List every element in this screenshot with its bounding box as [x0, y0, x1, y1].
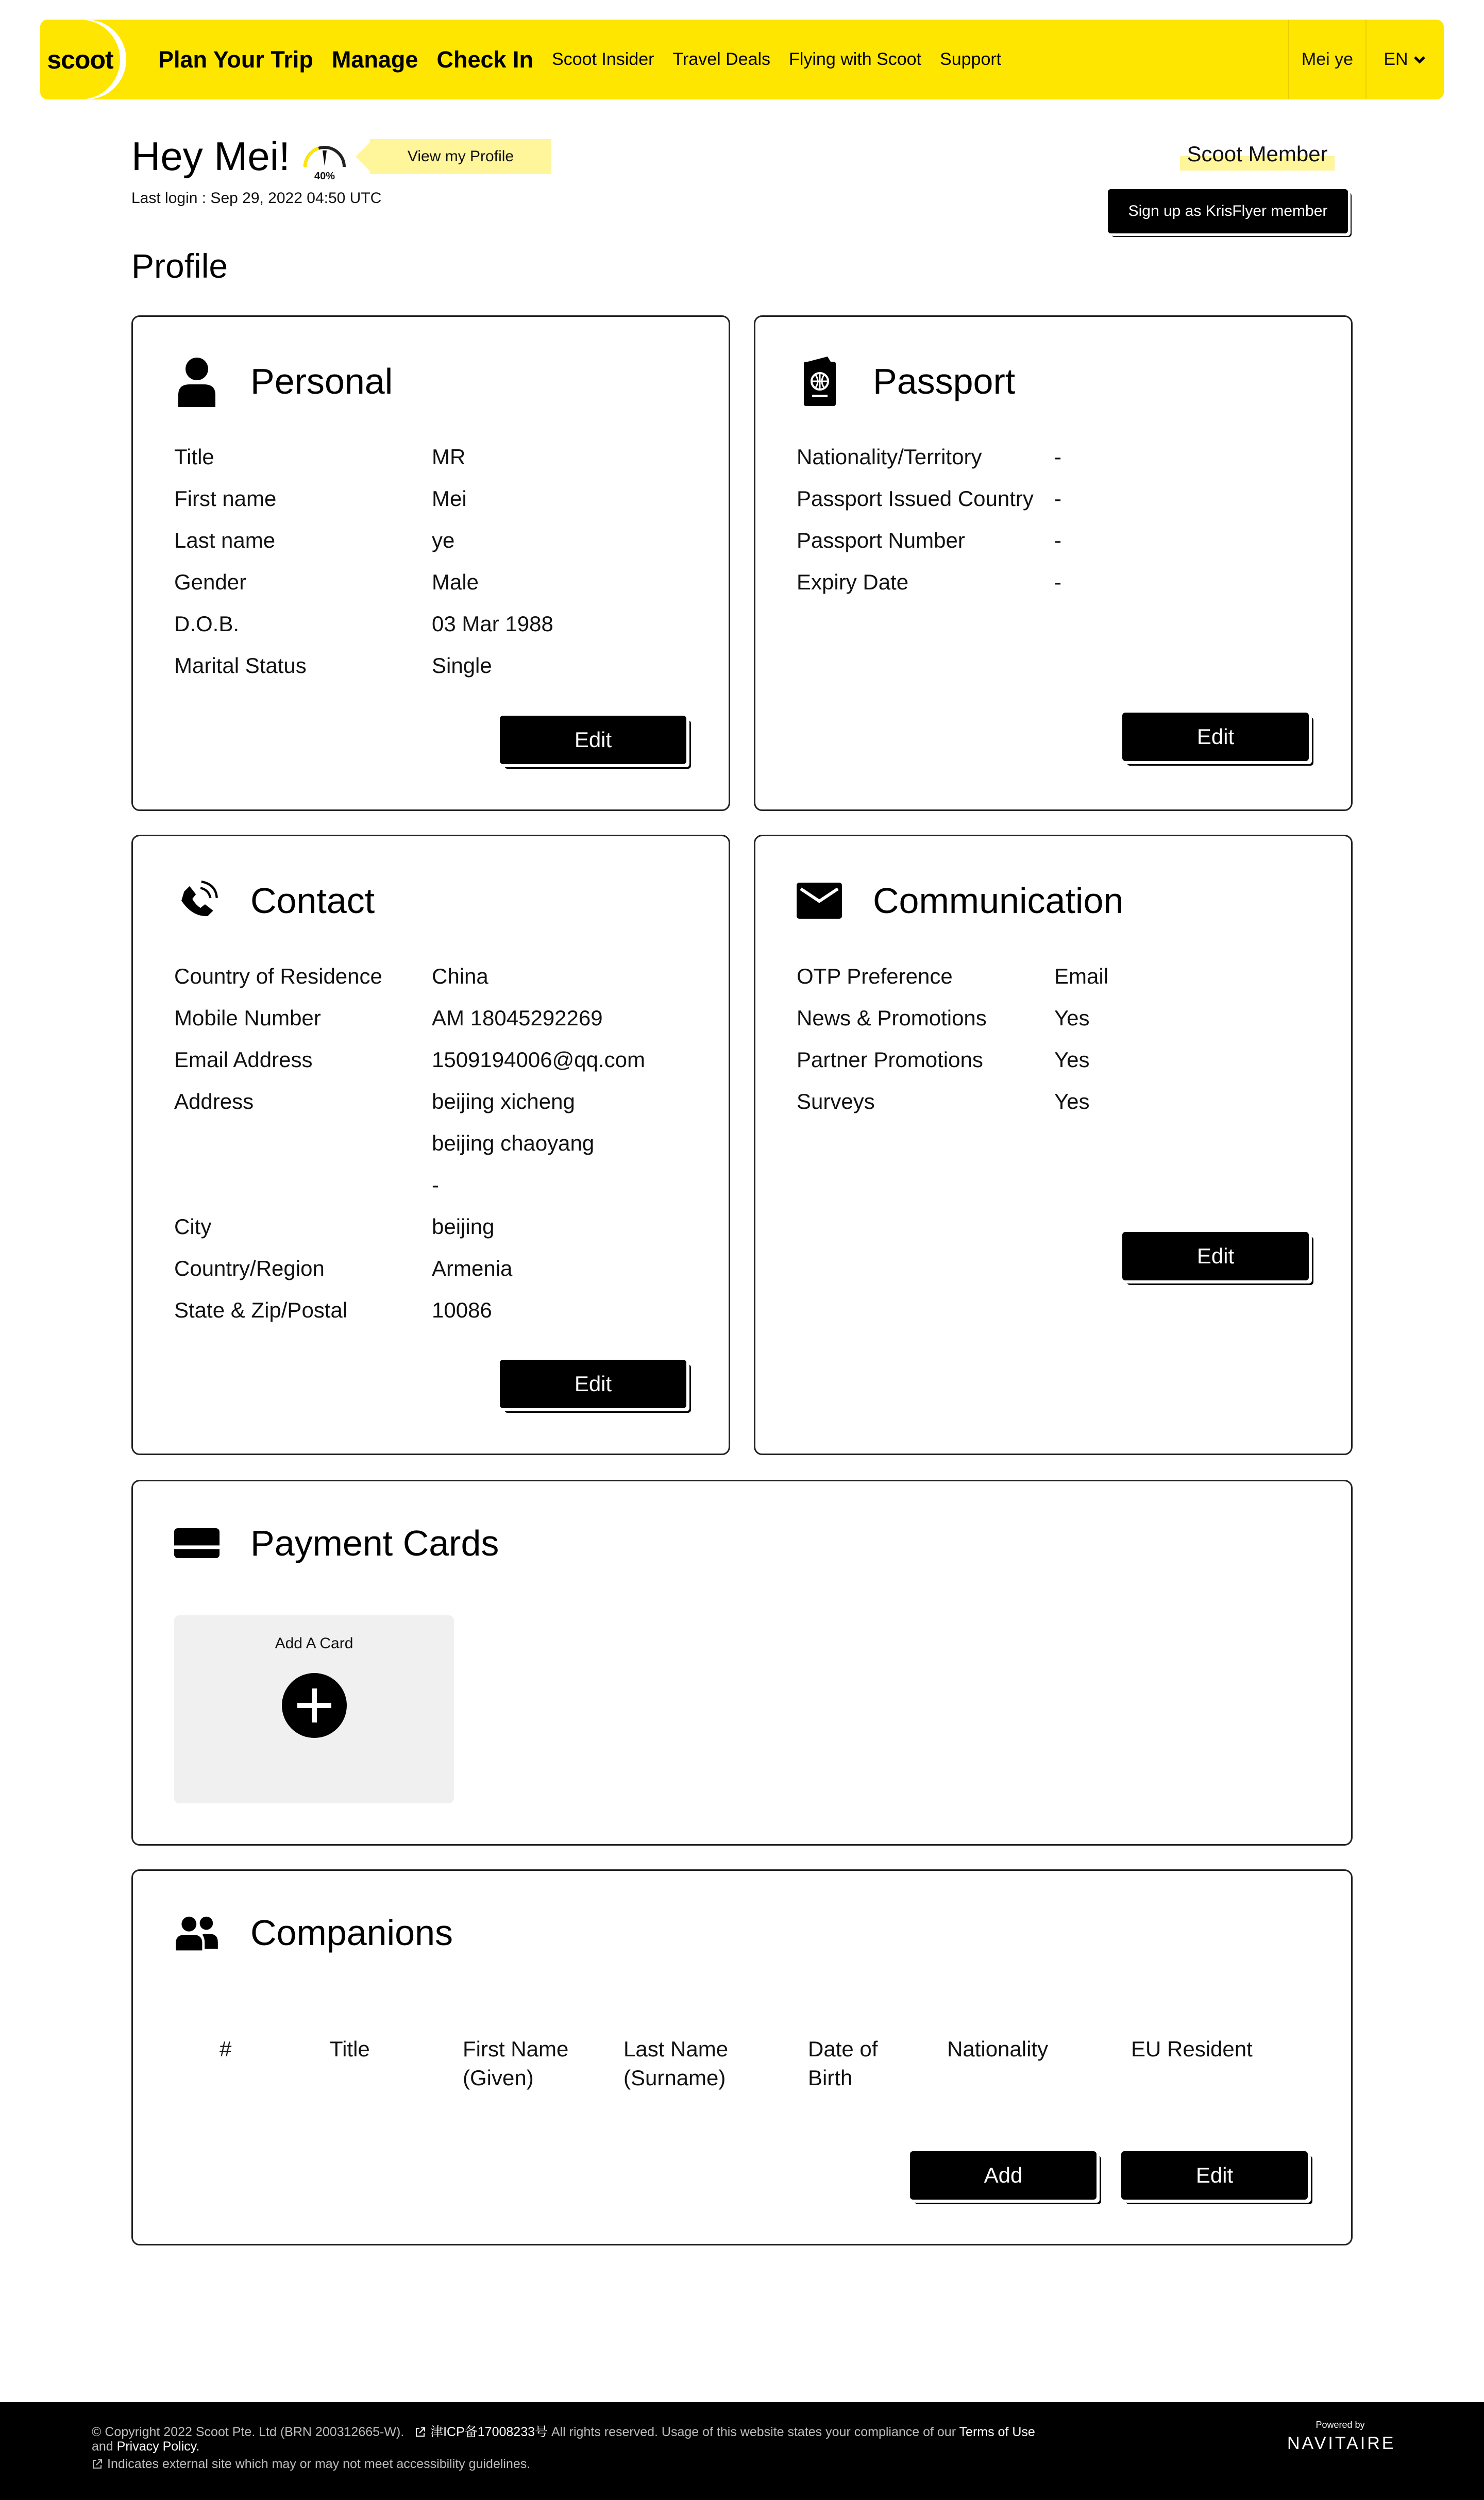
contact-title: Contact — [250, 881, 375, 921]
detail-row — [797, 1006, 1108, 1048]
nav-links — [158, 20, 1001, 99]
communication-edit-button[interactable]: Edit — [1122, 1232, 1309, 1280]
detail-value: Yes — [1054, 1006, 1090, 1030]
profile-percent: 40% — [314, 171, 335, 181]
credit-card-icon — [174, 1517, 220, 1569]
detail-label: Marital Status — [174, 653, 307, 678]
scoot-logo[interactable]: scoot — [40, 20, 120, 99]
personal-edit-button[interactable]: Edit — [500, 716, 686, 764]
detail-value: ye — [432, 528, 455, 552]
and-text: and — [92, 2439, 113, 2454]
page-title: Profile — [131, 247, 228, 285]
user-menu[interactable] — [1288, 20, 1365, 99]
column-header: Title — [330, 2037, 370, 2061]
language-selector[interactable] — [1365, 20, 1443, 99]
detail-row — [174, 1298, 645, 1340]
view-profile-tag[interactable]: View my Profile — [370, 139, 551, 174]
footer-line-2 — [92, 2439, 199, 2454]
detail-label: Email Address — [174, 1048, 313, 1072]
detail-value: - — [1054, 486, 1061, 511]
footer-line-1 — [92, 2422, 1035, 2440]
person-icon — [174, 356, 220, 407]
detail-value: - — [1054, 445, 1061, 469]
detail-value: Yes — [1054, 1048, 1090, 1072]
greeting: Hey Mei! — [131, 133, 290, 179]
passport-card — [754, 315, 1353, 811]
detail-label: Passport Issued Country — [797, 486, 1034, 511]
detail-label: Surveys — [797, 1089, 875, 1113]
detail-value: beijing xicheng — [432, 1089, 575, 1113]
communication-card — [754, 835, 1353, 1455]
detail-value: 03 Mar 1988 — [432, 612, 553, 636]
phone-icon — [174, 875, 220, 926]
companions-card — [131, 1869, 1353, 2245]
detail-label: City — [174, 1214, 212, 1239]
user-name: Mei ye — [1301, 49, 1354, 69]
detail-row — [174, 1173, 645, 1214]
detail-value: - — [432, 1173, 439, 1197]
nav-travel-deals[interactable]: Travel Deals — [672, 49, 771, 69]
detail-label: Country/Region — [174, 1256, 325, 1280]
detail-label: Country of Residence — [174, 964, 382, 988]
rights-text: All rights reserved. Usage of this website states your compliance of our — [551, 2425, 956, 2439]
detail-value: Email — [1054, 964, 1109, 988]
communication-title: Communication — [873, 881, 1124, 921]
nav-manage[interactable]: Manage — [331, 46, 418, 73]
icp-link[interactable]: 津ICP备17008233号 — [430, 2425, 548, 2439]
detail-value: 10086 — [432, 1298, 492, 1322]
detail-row — [174, 1131, 645, 1173]
detail-row — [797, 1089, 1108, 1131]
personal-details — [174, 445, 553, 695]
detail-row — [797, 445, 1061, 486]
detail-value: China — [432, 964, 488, 988]
personal-card — [131, 315, 730, 811]
plus-circle-icon[interactable] — [281, 1672, 348, 1739]
nav-scoot-insider[interactable]: Scoot Insider — [552, 49, 654, 69]
personal-title: Personal — [250, 361, 393, 401]
envelope-icon — [797, 875, 842, 926]
detail-row — [174, 1006, 645, 1048]
detail-label: Mobile Number — [174, 1006, 321, 1030]
detail-value: Yes — [1054, 1089, 1090, 1113]
detail-label: OTP Preference — [797, 964, 953, 988]
detail-value: - — [1054, 570, 1061, 594]
navitaire-brand: NAVITAIRE — [1287, 2434, 1396, 2453]
contact-card — [131, 835, 730, 1455]
last-login: Last login : Sep 29, 2022 04:50 UTC — [131, 190, 382, 207]
detail-label: Passport Number — [797, 528, 965, 552]
detail-value: beijing chaoyang — [432, 1131, 595, 1155]
language-label: EN — [1384, 49, 1408, 69]
column-header: EU Resident — [1131, 2037, 1253, 2061]
detail-row — [174, 1256, 645, 1298]
column-header: First Name (Given) — [463, 2037, 569, 2090]
detail-row — [797, 528, 1061, 570]
privacy-link[interactable]: Privacy Policy. — [116, 2439, 200, 2454]
detail-row — [174, 653, 553, 695]
krisflyer-signup-button[interactable]: Sign up as KrisFlyer member — [1108, 189, 1348, 233]
detail-value: MR — [432, 445, 466, 469]
people-icon — [174, 1907, 220, 1958]
member-status: Scoot Member — [1180, 142, 1335, 171]
nav-support[interactable]: Support — [940, 49, 1002, 69]
payment-cards-card — [131, 1480, 1353, 1846]
detail-value: beijing — [432, 1214, 495, 1239]
detail-label: Nationality/Territory — [797, 445, 982, 469]
detail-row — [174, 445, 553, 486]
external-link-icon — [415, 2426, 426, 2438]
detail-row — [797, 1048, 1108, 1089]
powered-by: Powered by — [1316, 2420, 1365, 2430]
passport-icon — [797, 356, 842, 407]
detail-row — [174, 570, 553, 612]
detail-value: Armenia — [432, 1256, 513, 1280]
navitaire-logo — [1287, 2420, 1396, 2454]
detail-value: 1509194006@qq.com — [432, 1048, 645, 1072]
detail-label: Address — [174, 1089, 254, 1113]
passport-title: Passport — [873, 361, 1016, 401]
external-link-icon — [92, 2458, 103, 2470]
companions-title: Companions — [250, 1913, 453, 1953]
detail-row — [797, 486, 1061, 528]
detail-row — [174, 528, 553, 570]
copyright: © Copyright 2022 Scoot Pte. Ltd (BRN 200312665-W). — [92, 2425, 404, 2439]
detail-row — [174, 612, 553, 653]
column-header: Last Name (Surname) — [623, 2037, 729, 2090]
column-header: Nationality — [947, 2037, 1049, 2061]
detail-value: - — [1054, 528, 1061, 552]
detail-label: Gender — [174, 570, 247, 594]
profile-completion-gauge — [299, 135, 350, 181]
detail-row — [174, 1214, 645, 1256]
payment-title: Payment Cards — [250, 1523, 499, 1563]
column-header: Date of Birth — [808, 2037, 878, 2090]
terms-link[interactable]: Terms of Use — [959, 2425, 1035, 2439]
detail-label: Partner Promotions — [797, 1048, 983, 1072]
detail-row — [174, 1089, 645, 1131]
detail-row — [174, 1048, 645, 1089]
chevron-down-icon — [1413, 55, 1426, 64]
detail-label: First name — [174, 486, 277, 511]
detail-row — [174, 486, 553, 528]
column-header: # — [220, 2037, 232, 2061]
detail-row — [797, 964, 1108, 1006]
contact-edit-button[interactable]: Edit — [500, 1360, 686, 1408]
detail-value: AM 18045292269 — [432, 1006, 603, 1030]
external-note: Indicates external site which may or may not meet accessibility guidelines. — [107, 2457, 531, 2471]
nav-plan-your-trip[interactable]: Plan Your Trip — [158, 46, 313, 73]
detail-row — [174, 964, 645, 1006]
detail-label: State & Zip/Postal — [174, 1298, 348, 1322]
passport-details — [797, 445, 1061, 612]
nav-flying-with-scoot[interactable]: Flying with Scoot — [789, 49, 922, 69]
detail-row — [797, 570, 1061, 612]
communication-details — [797, 964, 1108, 1131]
detail-label: News & Promotions — [797, 1006, 987, 1030]
detail-label: Expiry Date — [797, 570, 909, 594]
companion-edit-button[interactable]: Edit — [1121, 2151, 1308, 2200]
detail-value: Male — [432, 570, 479, 594]
contact-details — [174, 964, 645, 1340]
detail-value: Mei — [432, 486, 467, 511]
detail-value: Single — [432, 653, 492, 678]
detail-label: D.O.B. — [174, 612, 240, 636]
footer — [0, 2402, 1484, 2500]
nav-check-in[interactable]: Check In — [436, 46, 534, 73]
detail-label: Title — [174, 445, 214, 469]
add-card-label: Add A Card — [275, 1635, 353, 1652]
footer-line-3 — [92, 2457, 530, 2472]
passport-edit-button[interactable]: Edit — [1122, 713, 1309, 761]
companion-add-button[interactable]: Add — [910, 2151, 1097, 2200]
detail-label: Last name — [174, 528, 276, 552]
add-card-tile[interactable] — [174, 1615, 454, 1803]
